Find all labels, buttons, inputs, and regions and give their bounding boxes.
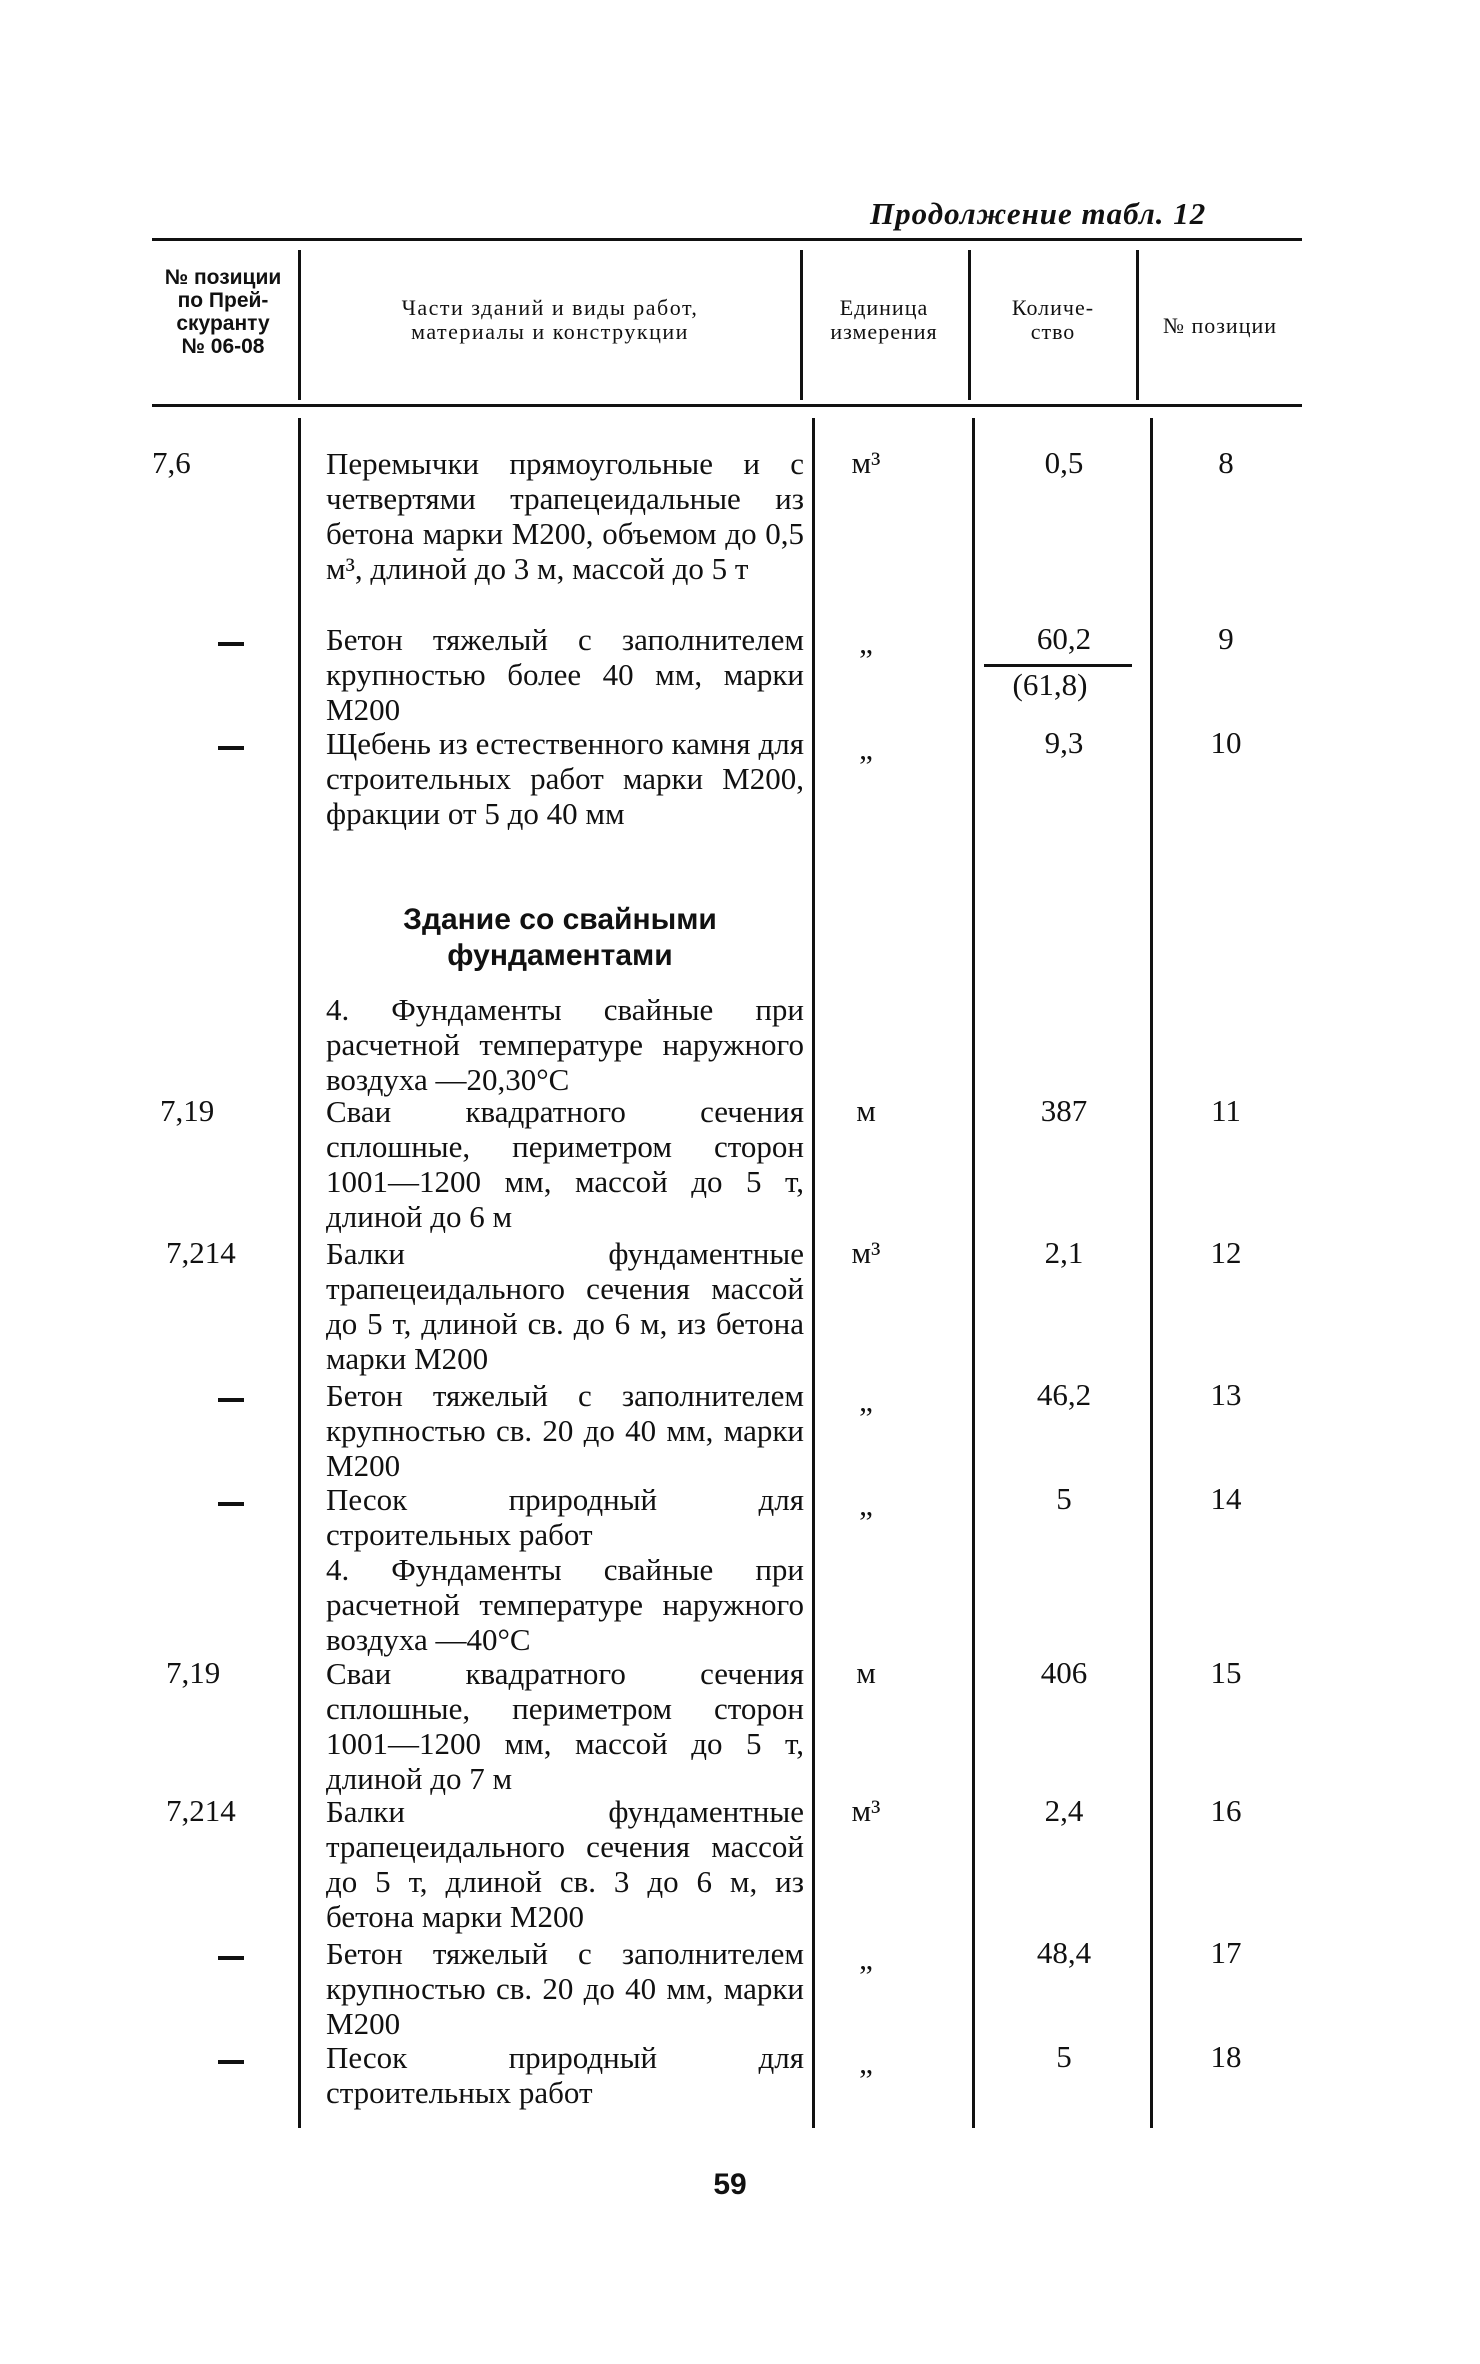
subsection-heading: 4. Фундаменты свайные при расчетной температуре наружного воздуха —20,30°С — [326, 992, 804, 1097]
row-unit: м³ — [851, 1793, 881, 1828]
row-description: Балки фундаментные трапецеидального сечения массой до 5 т, длиной св. до 6 м, из бетона марки М200 — [326, 1236, 804, 1376]
body-divider-4 — [1150, 418, 1153, 2128]
row-code: 7,19 — [166, 1655, 221, 1690]
table-continuation-caption: Продолжение табл. 12 — [870, 196, 1207, 231]
page-number: 59 — [713, 2168, 747, 2201]
row-number: 8 — [1218, 445, 1234, 480]
row-number: 17 — [1210, 1935, 1242, 1970]
header-col4-line: ство — [1030, 319, 1076, 344]
row-code: 7,6 — [152, 445, 191, 480]
subsection-heading: 4. Фундаменты свайные при расчетной температуре наружного воздуха —40°С — [326, 1552, 804, 1657]
row-code-dash — [218, 1398, 244, 1402]
row-unit: „ — [859, 2045, 873, 2080]
row-code: 7,214 — [166, 1793, 236, 1828]
row-number: 12 — [1210, 1235, 1242, 1270]
row-quantity-secondary: (61,8) — [1012, 667, 1088, 702]
row-code: 7,214 — [166, 1235, 236, 1270]
header-col2-line: материалы и конструкции — [411, 319, 689, 344]
header-col3-line: измерения — [830, 319, 938, 344]
row-code-dash — [218, 746, 244, 750]
body-divider-2 — [812, 418, 815, 2128]
row-code-dash — [218, 1956, 244, 1960]
row-unit: м — [856, 1655, 876, 1690]
row-description: Сваи квадратного сечения сплошные, периметром сторон 1001—1200 мм, массой до 5 т, длиной до 6 м — [326, 1094, 804, 1234]
row-unit: „ — [859, 1383, 873, 1418]
header-col1-line: № 06-08 — [181, 335, 265, 358]
row-number: 18 — [1210, 2039, 1242, 2074]
row-unit: м³ — [851, 1235, 881, 1270]
row-description: Сваи квадратного сечения сплошные, периметром сторон 1001—1200 мм, массой до 5 т, длиной до 7 м — [326, 1656, 804, 1796]
row-description: Щебень из естественного камня для строительных работ марки М200, фракции от 5 до 40 мм — [326, 726, 804, 831]
row-unit: „ — [859, 1941, 873, 1976]
row-description: Песок природный для строительных работ — [326, 1482, 804, 1552]
row-description: Балки фундаментные трапецеидального сечения массой до 5 т, длиной св. 3 до 6 м, из бетона марки М200 — [326, 1794, 804, 1934]
header-divider-2 — [800, 250, 803, 400]
row-code-dash — [218, 2060, 244, 2064]
section-title-line: фундаментами — [447, 939, 673, 972]
row-description: Песок природный для строительных работ — [326, 2040, 804, 2110]
row-quantity: 5 — [1056, 1481, 1072, 1516]
row-unit: „ — [859, 731, 873, 766]
header-divider-3 — [968, 250, 971, 400]
row-code-dash — [218, 642, 244, 646]
row-number: 14 — [1210, 1481, 1242, 1516]
row-quantity: 46,2 — [1036, 1377, 1092, 1412]
header-col2-line: Части зданий и виды работ, — [401, 295, 699, 320]
header-col-quantity — [972, 296, 1134, 344]
header-col1-line: № позиции — [164, 266, 282, 289]
row-quantity: 48,4 — [1036, 1935, 1092, 1970]
row-unit: „ — [859, 625, 873, 660]
row-quantity: 2,1 — [1044, 1235, 1084, 1270]
row-unit: м³ — [851, 445, 881, 480]
table-top-rule — [152, 238, 1302, 241]
header-col1-line: по Прей- — [177, 289, 269, 312]
row-code: 7,19 — [160, 1093, 215, 1128]
header-col-price-position — [148, 266, 298, 358]
row-quantity: 5 — [1056, 2039, 1072, 2074]
row-quantity: 0,5 — [1044, 445, 1084, 480]
header-bottom-rule — [152, 404, 1302, 407]
section-title — [330, 902, 790, 974]
header-col-unit — [804, 296, 964, 344]
row-number: 13 — [1210, 1377, 1242, 1412]
header-divider-4 — [1136, 250, 1139, 400]
header-col1-line: скуранту — [176, 312, 270, 335]
row-unit: м — [856, 1093, 876, 1128]
section-title-line: Здание со свайными — [403, 903, 717, 936]
row-quantity: 9,3 — [1044, 725, 1084, 760]
row-number: 11 — [1211, 1093, 1241, 1128]
body-divider-1 — [298, 418, 301, 2128]
row-description: Бетон тяжелый с заполнителем крупностью св. 20 до 40 мм, марки М200 — [326, 1936, 804, 2041]
row-number: 9 — [1218, 621, 1234, 656]
row-description: Бетон тяжелый с заполнителем крупностью более 40 мм, марки М200 — [326, 622, 804, 727]
row-description: Перемычки прямоугольные и с четвертями трапецеидальные из бетона марки М200, объемом до 0,5 м³, длиной до 3 м, массой до 5 т — [326, 446, 804, 586]
row-code-dash — [218, 1502, 244, 1506]
row-number: 15 — [1210, 1655, 1242, 1690]
row-number: 10 — [1210, 725, 1242, 760]
header-col-works — [320, 296, 780, 344]
row-description: Бетон тяжелый с заполнителем крупностью св. 20 до 40 мм, марки М200 — [326, 1378, 804, 1483]
row-unit: „ — [859, 1487, 873, 1522]
header-divider-1 — [298, 250, 301, 400]
row-quantity: 387 — [1040, 1093, 1088, 1128]
header-col4-line: Количе- — [1011, 295, 1095, 320]
row-quantity: 2,4 — [1044, 1793, 1084, 1828]
row-quantity: 406 — [1040, 1655, 1088, 1690]
row-number: 16 — [1210, 1793, 1242, 1828]
header-col5-line: № позиции — [1162, 313, 1278, 338]
row-quantity: 60,2 — [1036, 621, 1092, 656]
header-col-position — [1140, 314, 1300, 338]
header-col3-line: Единица — [839, 295, 929, 320]
